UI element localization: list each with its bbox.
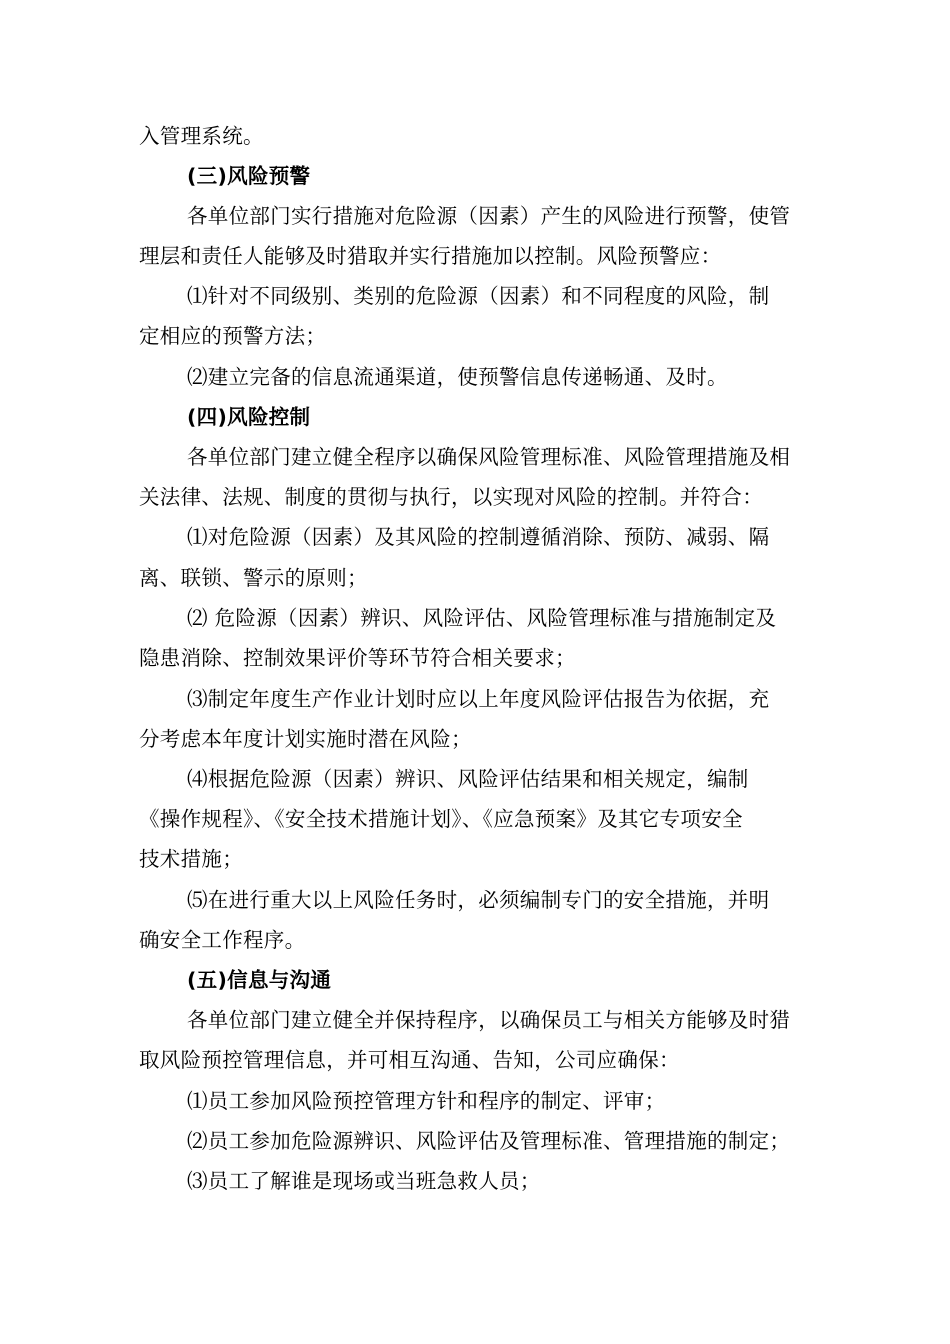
list-item-line: 隐患消除、控制效果评价等环节符合相关要求； <box>139 646 576 670</box>
section-heading-risk-control: (四)风险控制 <box>187 405 311 429</box>
list-item-line: ⑶制定年度生产作业计划时应以上年度风险评估报告为依据，充 <box>187 687 770 711</box>
list-item-line: 确安全工作程序。 <box>139 928 306 952</box>
paragraph-line: 各单位部门建立健全并保持程序，以确保员工与相关方能够及时猎 <box>187 1008 791 1032</box>
list-item-line: 《操作规程》、《安全技术措施计划》、《应急预案》及其它专项安全 <box>139 807 743 831</box>
section-heading-risk-warning: (三)风险预警 <box>187 164 311 188</box>
list-item-line: ⑴对危险源（因素）及其风险的控制遵循消除、预防、减弱、隔 <box>187 525 770 549</box>
paragraph-line: 各单位部门建立健全程序以确保风险管理标准、风险管理措施及相 <box>187 445 791 469</box>
list-item-line: 技术措施； <box>139 847 243 871</box>
list-item-line: ⑶员工了解谁是现场或当班急救人员； <box>187 1169 541 1193</box>
list-item-line: ⑵ 危险源（因素）辨识、风险评估、风险管理标准与措施制定及 <box>187 606 777 630</box>
paragraph-line: 关法律、法规、制度的贯彻与执行，以实现对风险的控制。并符合： <box>139 485 763 509</box>
list-item-line: ⑵员工参加危险源辨识、风险评估及管理标准、管理措施的制定； <box>187 1129 791 1153</box>
paragraph-line: 理层和责任人能够及时猎取并实行措施加以控制。风险预警应： <box>139 244 722 268</box>
list-item-line: 离、联锁、警示的原则； <box>139 566 368 590</box>
paragraph-line: 各单位部门实行措施对危险源（因素）产生的风险进行预警，使管 <box>187 204 791 228</box>
paragraph-continuation: 入管理系统。 <box>139 124 264 148</box>
list-item-line: 分考虑本年度计划实施时潜在风险； <box>139 727 472 751</box>
list-item-line: ⑴针对不同级别、类别的危险源（因素）和不同程度的风险，制 <box>187 284 770 308</box>
list-item-line: ⑸在进行重大以上风险任务时，必须编制专门的安全措施，并明 <box>187 888 770 912</box>
list-item-line: 定相应的预警方法； <box>139 324 327 348</box>
list-item-line: ⑷根据危险源（因素）辨识、风险评估结果和相关规定，编制 <box>187 767 749 791</box>
section-heading-info-communication: (五)信息与沟通 <box>187 968 332 992</box>
list-item-line: ⑵建立完备的信息流通渠道，使预警信息传递畅通、及时。 <box>187 365 728 389</box>
paragraph-line: 取风险预控管理信息，并可相互沟通、告知，公司应确保： <box>139 1048 680 1072</box>
list-item-line: ⑴员工参加风险预控管理方针和程序的制定、评审； <box>187 1089 666 1113</box>
